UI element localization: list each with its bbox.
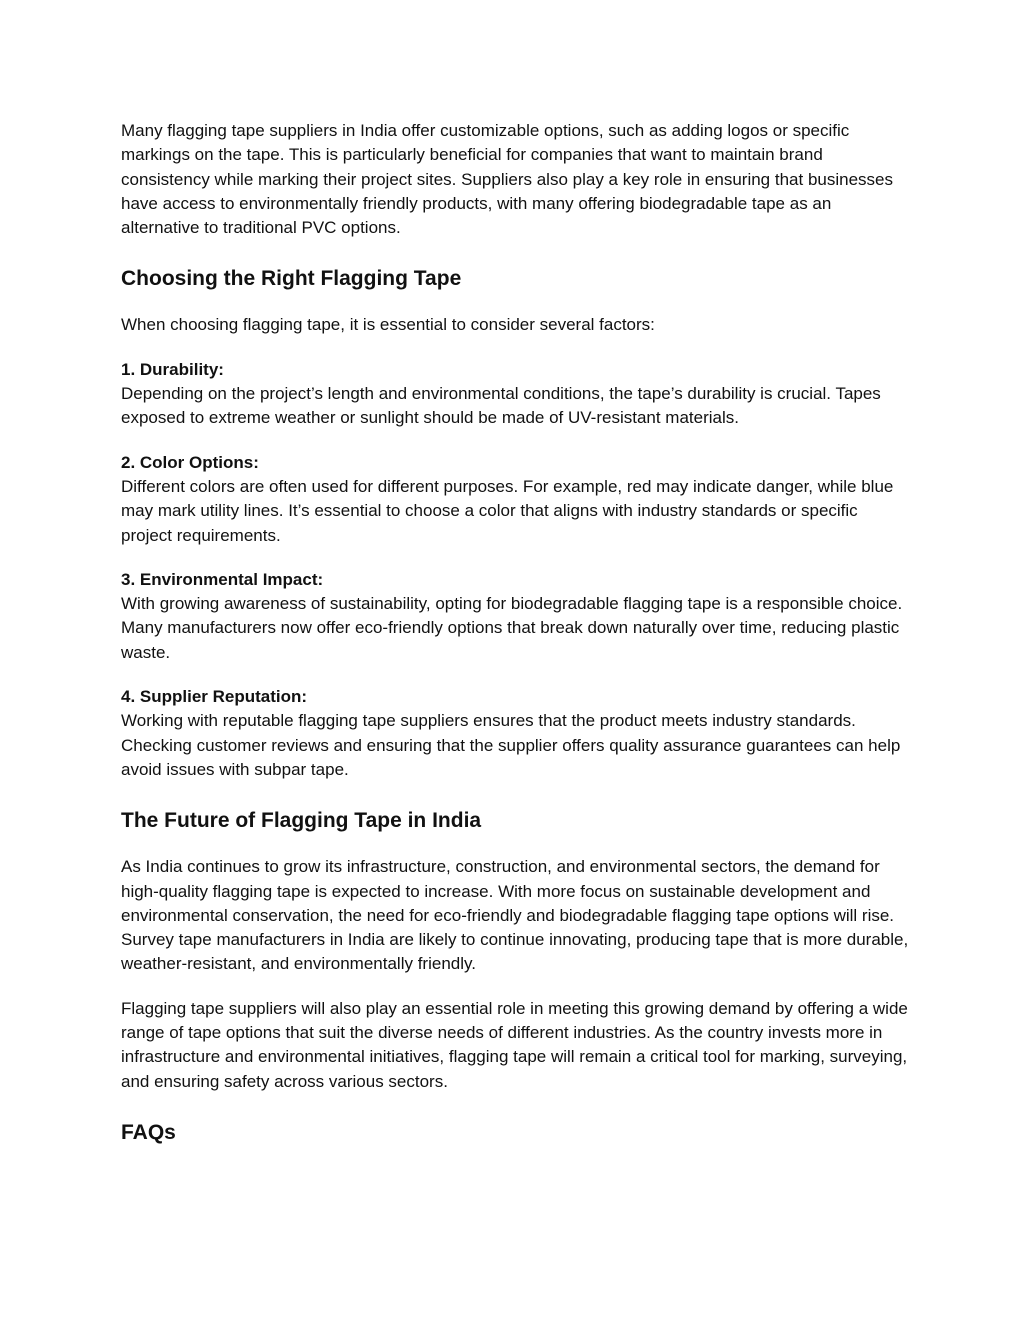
factor-title: 4. Supplier Reputation: (121, 687, 308, 707)
factor-title: 2. Color Options: (121, 452, 259, 472)
factor-text: Depending on the project’s length and environmental conditions, the tape’s durability is crucial. Tapes exposed to extreme weather or sunlight should be made of UV-resistant materials. (121, 384, 881, 428)
future-paragraph: Flagging tape suppliers will also play an essential role in meeting this growing demand by offering a wide range of tape options that suit the diverse needs of different industries. As the country invests more in infrastructure and environmental initiatives, flagging tape will remain a critical tool for marking, surveying, and ensuring safety across various sectors. (121, 998, 908, 1091)
heading-faqs: FAQs (121, 1120, 176, 1144)
factor-text: With growing awareness of sustainability, opting for biodegradable flagging tape is a responsible choice. Many manufacturers now offer eco-friendly options that break down naturally over time, reducing plastic waste. (121, 594, 903, 662)
factor-title: 3. Environmental Impact: (121, 569, 324, 589)
heading-choosing-right-tape: Choosing the Right Flagging Tape (121, 267, 462, 291)
factor-environmental-impact (121, 568, 911, 665)
factor-durability (121, 358, 911, 431)
heading-future-of-tape: The Future of Flagging Tape in India (121, 809, 482, 833)
intro-paragraph: Many flagging tape suppliers in India offer customizable options, such as adding logos or specific markings on the tape. This is particularly beneficial for companies that want to maintain brand consistency while marking their project sites. Suppliers also play a key role in ensuring that businesses have access to environmentally friendly products, with many offering biodegradable tape as an alternative to traditional PVC options. (121, 121, 893, 238)
factor-title: 1. Durability: (121, 359, 224, 379)
choosing-lead-paragraph: When choosing flagging tape, it is essential to consider several factors: (121, 315, 655, 335)
future-paragraph: As India continues to grow its infrastructure, construction, and environmental sectors, the demand for high-quality flagging tape is expected to increase. With more focus on sustainable development and environmental conservation, the need for eco-friendly and biodegradable flagging tape options will rise. Survey tape manufacturers in India are likely to continue innovating, producing tape that is more durable, weather-resistant, and environmentally friendly. (121, 857, 909, 974)
factor-color-options (121, 451, 911, 548)
factor-text: Different colors are often used for different purposes. For example, red may indicate danger, while blue may mark utility lines. It’s essential to choose a color that aligns with industry standards or specific project requirements. (121, 476, 894, 545)
factor-supplier-reputation (121, 685, 911, 782)
document-page (121, 119, 911, 1147)
factor-text: Working with reputable flagging tape suppliers ensures that the product meets industry standards. Checking customer reviews and ensuring that the supplier offers quality assurance guarantees can help avoid issues with subpar tape. (121, 711, 901, 779)
